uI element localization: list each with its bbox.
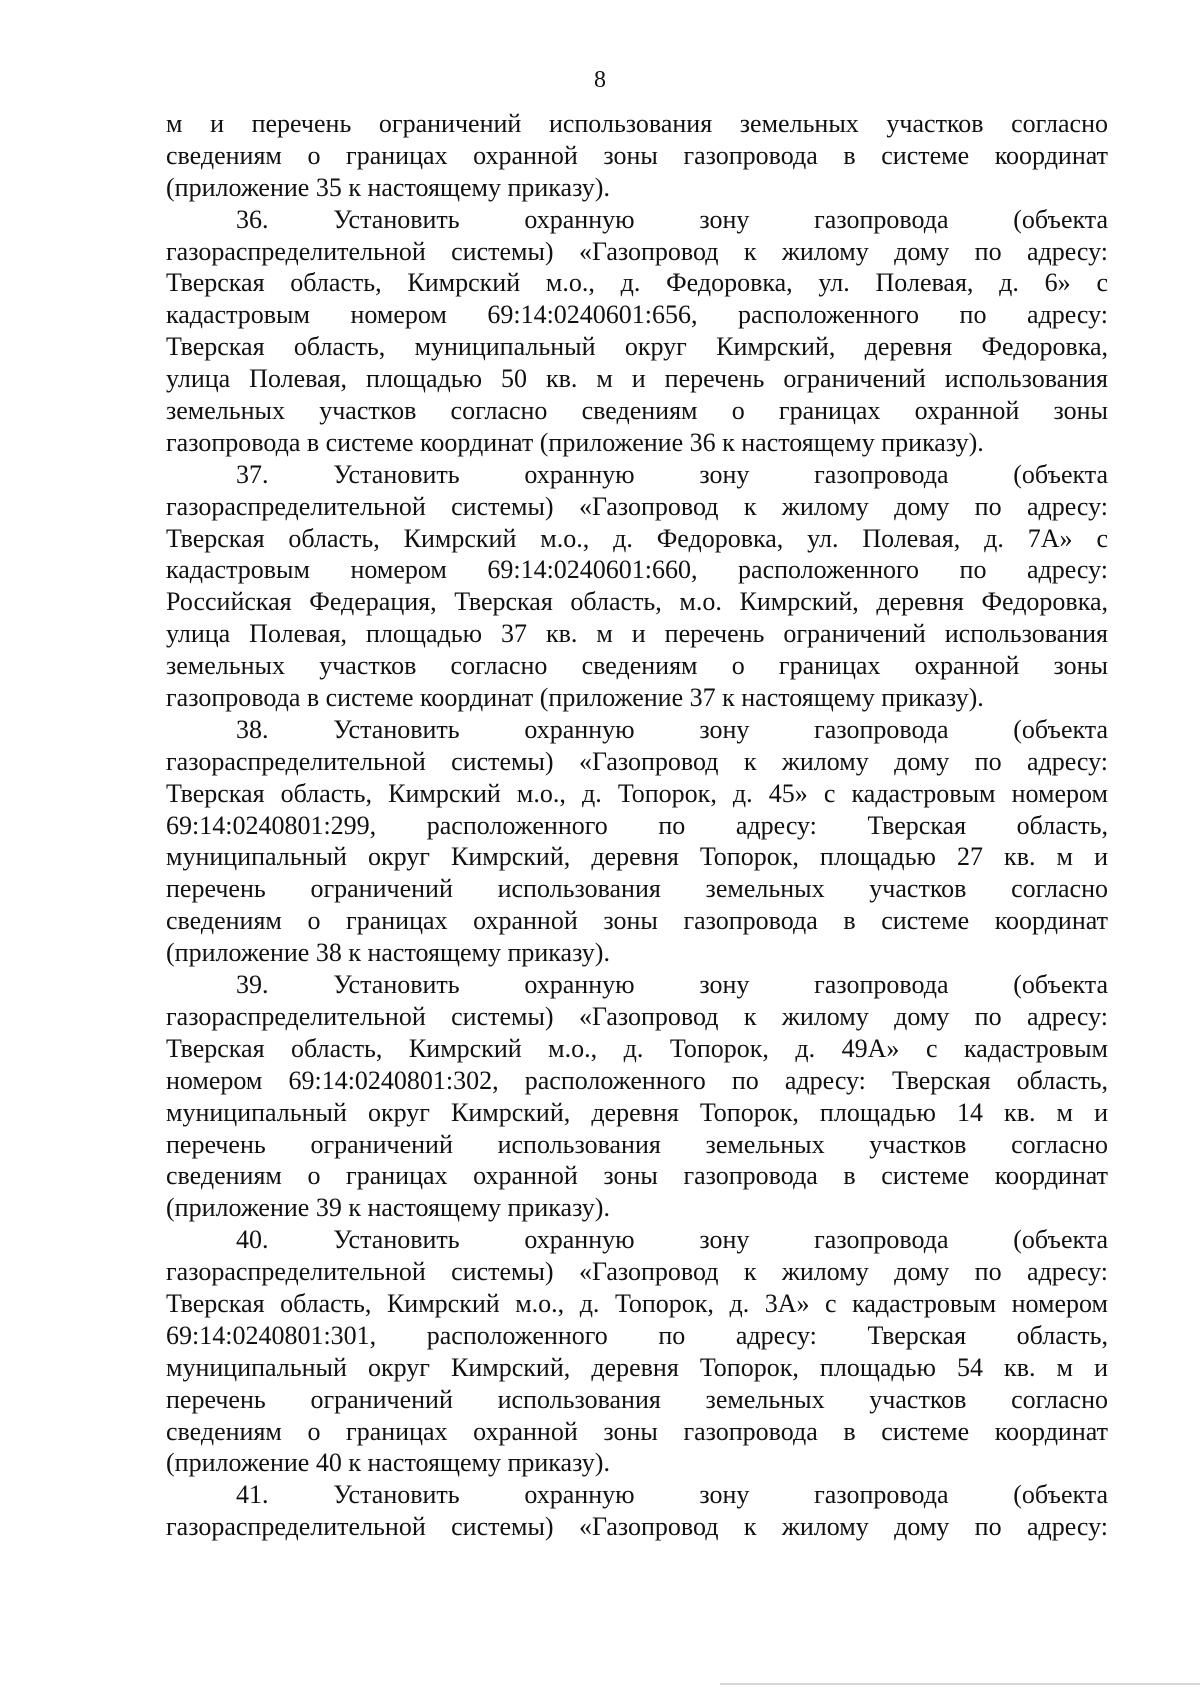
- text-line: (приложение 39 к настоящему приказу).: [166, 1193, 610, 1223]
- text-line: газопровода в системе координат (приложение 36 к настоящему приказу).: [166, 427, 984, 457]
- text-line: газораспределительной системы) «Газопровод к жилому дому по адресу:: [166, 1001, 1108, 1031]
- text-line: Тверская область, Кимрский м.о., д. Топорок, д. 49А» с кадастровым: [166, 1033, 1108, 1063]
- text-line: Российская Федерация, Тверская область, м.о. Кимрский, деревня Федоровка,: [166, 587, 1108, 617]
- text-line: перечень ограничений использования земельных участков согласно: [166, 1384, 1108, 1414]
- text-line: Тверская область, Кимрский м.о., д. Топорок, д. 3А» с кадастровым номером: [166, 1288, 1108, 1318]
- text-line: (приложение 35 к настоящему приказу).: [166, 172, 610, 202]
- text-line: земельных участков согласно сведениям о границах охранной зоны: [166, 651, 1108, 681]
- text-line: сведениям о границах охранной зоны газопровода в системе координат: [166, 1161, 1108, 1191]
- text-line: Тверская область, муниципальный округ Кимрский, деревня Федоровка,: [166, 332, 1108, 362]
- text-line: 37. Установить охранную зону газопровода (объекта: [236, 459, 1108, 489]
- text-line: перечень ограничений использования земельных участков согласно: [166, 874, 1108, 904]
- text-line: муниципальный округ Кимрский, деревня Топорок, площадью 54 кв. м и: [166, 1352, 1108, 1382]
- paragraph-p35-tail: [166, 108, 1108, 204]
- text-line: сведениям о границах охранной зоны газопровода в системе координат: [166, 1416, 1108, 1446]
- paragraph-p38: [166, 714, 1108, 969]
- text-line: кадастровым номером 69:14:0240601:656, расположенного по адресу:: [166, 300, 1108, 330]
- text-line: 69:14:0240801:301, расположенного по адресу: Тверская область,: [166, 1320, 1108, 1350]
- text-line: 38. Установить охранную зону газопровода (объекта: [236, 714, 1108, 744]
- text-line: газораспределительной системы) «Газопровод к жилому дому по адресу:: [166, 746, 1108, 776]
- text-line: (приложение 38 к настоящему приказу).: [166, 938, 610, 968]
- text-line: кадастровым номером 69:14:0240601:660, расположенного по адресу:: [166, 555, 1108, 585]
- text-line: Тверская область, Кимрский м.о., д. Федоровка, ул. Полевая, д. 7А» с: [166, 523, 1108, 553]
- text-line: муниципальный округ Кимрский, деревня Топорок, площадью 27 кв. м и: [166, 842, 1108, 872]
- text-line: 69:14:0240801:299, расположенного по адресу: Тверская область,: [166, 810, 1108, 840]
- text-line: Тверская область, Кимрский м.о., д. Федоровка, ул. Полевая, д. 6» с: [166, 268, 1108, 298]
- paragraph-p39: [166, 969, 1108, 1224]
- paragraph-p36: [166, 204, 1108, 459]
- text-line: м и перечень ограничений использования земельных участков согласно: [166, 109, 1108, 138]
- text-line: улица Полевая, площадью 50 кв. м и перечень ограничений использования: [166, 364, 1108, 394]
- text-line: Тверская область, Кимрский м.о., д. Топорок, д. 45» с кадастровым номером: [166, 778, 1108, 808]
- paragraph-p41: [166, 1479, 1108, 1543]
- text-line: газораспределительной системы) «Газопровод к жилому дому по адресу:: [166, 491, 1108, 521]
- text-line: сведениям о границах охранной зоны газопровода в системе координат: [166, 906, 1108, 936]
- text-line: 41. Установить охранную зону газопровода (объекта: [236, 1480, 1108, 1510]
- text-line: газопровода в системе координат (приложение 37 к настоящему приказу).: [166, 683, 984, 713]
- text-line: сведениям о границах охранной зоны газопровода в системе координат: [166, 140, 1108, 170]
- scan-edge-line: [720, 1683, 1200, 1685]
- text-line: газораспределительной системы) «Газопровод к жилому дому по адресу:: [166, 236, 1108, 266]
- text-line: 36. Установить охранную зону газопровода (объекта: [236, 204, 1108, 234]
- page-number: 8: [594, 67, 606, 93]
- text-line: 39. Установить охранную зону газопровода (объекта: [236, 970, 1108, 1000]
- text-line: перечень ограничений использования земельных участков согласно: [166, 1129, 1108, 1159]
- text-line: 40. Установить охранную зону газопровода (объекта: [236, 1225, 1108, 1255]
- text-line: номером 69:14:0240801:302, расположенного по адресу: Тверская область,: [166, 1065, 1108, 1095]
- text-line: (приложение 40 к настоящему приказу).: [166, 1448, 610, 1478]
- text-line: газораспределительной системы) «Газопровод к жилому дому по адресу:: [166, 1512, 1108, 1542]
- text-line: муниципальный округ Кимрский, деревня Топорок, площадью 14 кв. м и: [166, 1097, 1108, 1127]
- text-line: земельных участков согласно сведениям о границах охранной зоны: [166, 396, 1108, 426]
- document-body: [166, 108, 1108, 1543]
- paragraph-p40: [166, 1224, 1108, 1479]
- paragraph-p37: [166, 459, 1108, 714]
- text-line: газораспределительной системы) «Газопровод к жилому дому по адресу:: [166, 1257, 1108, 1287]
- text-line: улица Полевая, площадью 37 кв. м и перечень ограничений использования: [166, 619, 1108, 649]
